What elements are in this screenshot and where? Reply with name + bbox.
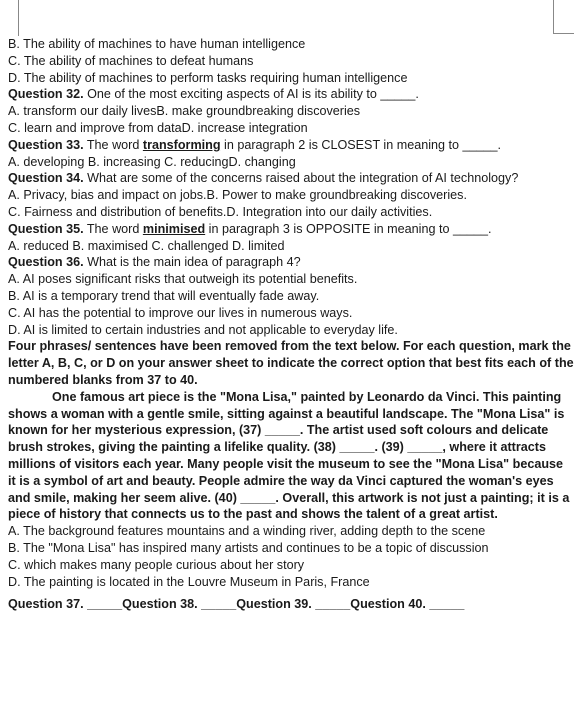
q32-stem: [8, 86, 574, 103]
mona-lisa-passage: One famous art piece is the "Mona Lisa," painted by Leonardo da Vinci. This painting shows a woman with a gentle smile, sitting against a beautiful landscape. The "Mona Lisa" is known for her mysterious expression, (37) _____. The artist used soft colours and delicate brush strokes, giving the painting a lifelike quality. (38) _____. (39) _____, where it attracts millions of visitors each year. Many people visit the museum to see the "Mona Lisa" because it is a symbol of art and beauty. People admire the way da Vinci captured the woman's eyes and smile, making her seem alive. (40) _____. Overall, this artwork is not just a painting; it is a piece of history that connects us to the past and shows the talent of a great artist.: [8, 389, 570, 522]
q31-option-d: D. The ability of machines to perform tasks requiring human intelligence: [8, 70, 408, 85]
q37-40-option-a: A. The background features mountains and a winding river, adding depth to the scene: [8, 524, 486, 539]
q35-label: Question 35.: [8, 221, 84, 236]
q34-text: What are some of the concerns raised about the integration of AI technology?: [83, 171, 519, 186]
page-corner-right: [553, 0, 574, 34]
q33-options: A. developing B. increasing C. reducingD. changing: [8, 154, 296, 169]
q34-stem: [8, 170, 574, 187]
q34-options-2: C. Fairness and distribution of benefits.D. Integration into our daily activities.: [8, 204, 433, 219]
q36-text: What is the main idea of paragraph 4?: [83, 255, 301, 270]
q32-label: Question 32.: [8, 87, 84, 102]
document-page: [8, 36, 574, 613]
q34-label: Question 34.: [8, 171, 84, 186]
q32-options-1: A. transform our daily livesB. make groundbreaking discoveries: [8, 104, 361, 119]
q32-options-2: C. learn and improve from dataD. increase integration: [8, 120, 308, 135]
q35-text-post: in paragraph 3 is OPPOSITE in meaning to _____.: [205, 221, 492, 236]
answer-blanks-37-40: Question 37. _____Question 38. _____Question 39. _____Question 40. _____: [8, 597, 465, 612]
q33-label: Question 33.: [8, 137, 84, 152]
q37-40-option-c: C. which makes many people curious about her story: [8, 557, 305, 572]
q36-stem: [8, 254, 574, 271]
q31-option-c: C. The ability of machines to defeat humans: [8, 53, 254, 68]
q36-option-a: A. AI poses significant risks that outweigh its potential benefits.: [8, 272, 358, 287]
q37-40-option-d: D. The painting is located in the Louvre Museum in Paris, France: [8, 574, 370, 589]
q33-text-pre: The word: [83, 137, 143, 152]
q34-options-1: A. Privacy, bias and impact on jobs.B. Power to make groundbreaking discoveries.: [8, 188, 467, 203]
q31-option-b: B. The ability of machines to have human intelligence: [8, 37, 306, 51]
section-instruction: Four phrases/ sentences have been removed from the text below. For each question, mark the letter A, B, C, or D on your answer sheet to indicate the correct option that best fits each of the numbered blanks from 37 to 40.: [8, 339, 574, 387]
q37-40-option-b: B. The "Mona Lisa" has inspired many artists and continues to be a topic of discussion: [8, 540, 489, 555]
q35-options: A. reduced B. maximised C. challenged D. limited: [8, 238, 285, 253]
q35-stem: [8, 221, 574, 238]
q36-option-c: C. AI has the potential to improve our lives in numerous ways.: [8, 305, 353, 320]
q32-text: One of the most exciting aspects of AI is its ability to _____.: [83, 87, 419, 102]
q33-keyword: transforming: [142, 137, 221, 152]
page-corner-left: [8, 0, 19, 36]
q33-text-post: in paragraph 2 is CLOSEST in meaning to _____.: [220, 137, 502, 152]
q36-label: Question 36.: [8, 255, 84, 270]
q36-option-d: D. AI is limited to certain industries and not applicable to everyday life.: [8, 322, 398, 337]
q33-stem: [8, 137, 574, 154]
q35-text-pre: The word: [83, 221, 143, 236]
q35-keyword: minimised: [142, 221, 206, 236]
q36-option-b: B. AI is a temporary trend that will eventually fade away.: [8, 288, 320, 303]
